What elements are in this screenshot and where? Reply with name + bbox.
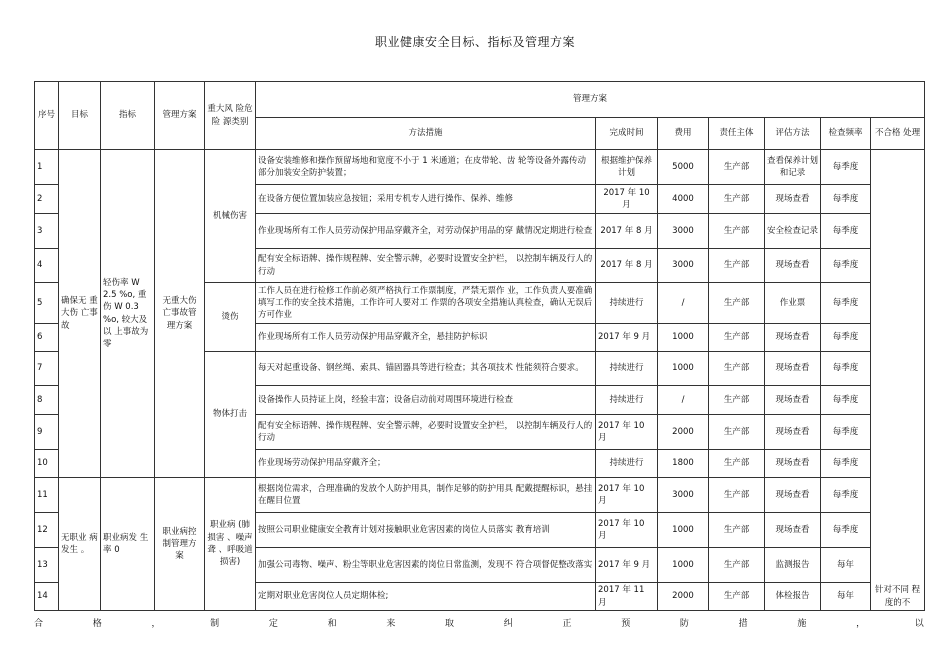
- completion-cell: 2017 年 10 月: [596, 478, 658, 513]
- row-seq: 14: [35, 583, 59, 611]
- row-seq: 5: [35, 283, 59, 324]
- cost-cell: 4000: [658, 185, 709, 214]
- header-responsible: 责任主体: [709, 118, 765, 150]
- hazard-cell: 物体打击: [205, 352, 256, 478]
- freq-cell: 每季度: [821, 478, 871, 513]
- completion-cell: 持续进行: [596, 386, 658, 415]
- cost-cell: 1800: [658, 450, 709, 478]
- indicator-cell: 职业病发 生率 0: [101, 478, 155, 611]
- target-cell: 无职业 病发生 。: [59, 478, 101, 611]
- footer-token: 措: [738, 619, 748, 629]
- footer-token: 预: [621, 619, 631, 629]
- measure-cell: 设备安装维修和操作预留场地和宽度不小于 1 米通道；在皮带轮、齿 轮等设备外露传动部分加装安全防护装置；: [256, 150, 596, 185]
- owner-cell: 生产部: [709, 450, 765, 478]
- eval-cell: 现场查看: [765, 352, 821, 386]
- completion-cell: 2017 年 10 月: [596, 185, 658, 214]
- scheme-cell: 无重大伤 亡事故管 理方案: [155, 150, 205, 478]
- eval-cell: 查看保养计划和记录: [765, 150, 821, 185]
- page-title: 职业健康安全目标、指标及管理方案: [374, 35, 575, 49]
- cost-cell: 3000: [658, 249, 709, 283]
- header-plan-group: 管理方案: [256, 82, 925, 118]
- footer-token: 正: [562, 619, 572, 629]
- measure-cell: 作业现场所有工作人员劳动保护用品穿戴齐全，悬挂防护标识: [256, 324, 596, 352]
- freq-cell: 每季度: [821, 450, 871, 478]
- cost-cell: 1000: [658, 513, 709, 548]
- owner-cell: 生产部: [709, 478, 765, 513]
- footer-token: 定: [268, 619, 278, 629]
- owner-cell: 生产部: [709, 249, 765, 283]
- owner-cell: 生产部: [709, 583, 765, 611]
- completion-cell: 根据维护保养计划: [596, 150, 658, 185]
- owner-cell: 生产部: [709, 548, 765, 583]
- cost-cell: /: [658, 283, 709, 324]
- freq-cell: 每季度: [821, 214, 871, 249]
- measure-cell: 加强公司毒物、噪声、粉尘等职业危害因素的岗位日常监测，发现不 符合项督促整改落实: [256, 548, 596, 583]
- owner-cell: 生产部: [709, 386, 765, 415]
- hazard-cell: 烫伤: [205, 283, 256, 352]
- owner-cell: 生产部: [709, 185, 765, 214]
- measure-cell: 作业现场所有工作人员劳动保护用品穿戴齐全，对劳动保护用品的穿 戴情况定期进行检查: [256, 214, 596, 249]
- row-seq: 7: [35, 352, 59, 386]
- footer-token: 制: [210, 619, 220, 629]
- hazard-cell: 机械伤害: [205, 150, 256, 283]
- nonconform-cell: [871, 150, 925, 611]
- eval-cell: 现场查看: [765, 185, 821, 214]
- cost-cell: 2000: [658, 415, 709, 450]
- eval-cell: 安全检查记录: [765, 214, 821, 249]
- row-seq: 8: [35, 386, 59, 415]
- nonconform-text: 针对不同 程度的不: [874, 585, 921, 608]
- eval-cell: 现场查看: [765, 513, 821, 548]
- measure-cell: 在设备方便位置加装应急按钮；采用专机专人进行操作、保养、维修: [256, 185, 596, 214]
- cost-cell: /: [658, 386, 709, 415]
- owner-cell: 生产部: [709, 352, 765, 386]
- freq-cell: 每季度: [821, 386, 871, 415]
- target-cell: 确保无 重大伤 亡事故: [59, 150, 101, 478]
- measure-cell: 配有安全标语牌、操作规程牌、安全警示牌，必要时设置安全护栏， 以控制车辆及行人的行动: [256, 415, 596, 450]
- footer-token: 以: [914, 619, 924, 629]
- cost-cell: 3000: [658, 214, 709, 249]
- measure-cell: 作业现场劳动保护用品穿戴齐全；: [256, 450, 596, 478]
- owner-cell: 生产部: [709, 150, 765, 185]
- row-seq: 9: [35, 415, 59, 450]
- indicator-cell: 轻伤率 W 2.5 %o, 重伤 W 0.3 %o, 较大及以 上事故为 零: [101, 150, 155, 478]
- completion-cell: 2017 年 8 月: [596, 214, 658, 249]
- row-seq: 13: [35, 548, 59, 583]
- eval-cell: 现场查看: [765, 386, 821, 415]
- table-row: [35, 478, 925, 513]
- row-seq: 6: [35, 324, 59, 352]
- footer-token: 取: [445, 619, 455, 629]
- completion-cell: 2017 年 11 月: [596, 583, 658, 611]
- completion-cell: 2017 年 8 月: [596, 249, 658, 283]
- freq-cell: 每季度: [821, 324, 871, 352]
- header-evaluation: 评估方法: [765, 118, 821, 150]
- row-seq: 10: [35, 450, 59, 478]
- header-scheme: 管理方案: [155, 82, 205, 150]
- completion-cell: 2017 年 9 月: [596, 324, 658, 352]
- owner-cell: 生产部: [709, 214, 765, 249]
- header-nonconform: 不合格 处理: [871, 118, 925, 150]
- freq-cell: 每季度: [821, 150, 871, 185]
- cost-cell: 5000: [658, 150, 709, 185]
- header-seq: 序号: [35, 82, 59, 150]
- owner-cell: 生产部: [709, 513, 765, 548]
- freq-cell: 每季度: [821, 513, 871, 548]
- eval-cell: 现场查看: [765, 324, 821, 352]
- header-indicator: 指标: [101, 82, 155, 150]
- hazard-cell: 职业病 (肺损害 、噪声聋 、呼吸道 损害): [205, 478, 256, 611]
- completion-cell: 2017 年 10 月: [596, 513, 658, 548]
- footer-token: 纠: [503, 619, 513, 629]
- header-target: 目标: [59, 82, 101, 150]
- footer-token: 施: [797, 619, 807, 629]
- freq-cell: 每季度: [821, 415, 871, 450]
- measure-cell: 定期对职业危害岗位人员定期体检;: [256, 583, 596, 611]
- row-seq: 12: [35, 513, 59, 548]
- completion-cell: 持续进行: [596, 450, 658, 478]
- freq-cell: 每季度: [821, 283, 871, 324]
- cost-cell: 2000: [658, 583, 709, 611]
- cost-cell: 3000: [658, 478, 709, 513]
- eval-cell: 监测报告: [765, 548, 821, 583]
- measure-cell: 按照公司职业健康安全教育计划对接触职业危害因素的岗位人员落实 教育培训: [256, 513, 596, 548]
- completion-cell: 2017 年 10 月: [596, 415, 658, 450]
- eval-cell: 现场查看: [765, 415, 821, 450]
- row-seq: 11: [35, 478, 59, 513]
- freq-cell: 每季度: [821, 185, 871, 214]
- footer-token: 格: [92, 619, 102, 629]
- measure-cell: 工作人员在进行检修工作前必须严格执行工作票制度，严禁无票作 业，工作负责人要准确填写工作的安全技术措施，工作许可人要对工 作票的各项安全措施认真检查，确认无误后方可作业: [256, 283, 596, 324]
- owner-cell: 生产部: [709, 415, 765, 450]
- owner-cell: 生产部: [709, 324, 765, 352]
- completion-cell: 持续进行: [596, 352, 658, 386]
- scheme-cell: 职业病控 制管理方 案: [155, 478, 205, 611]
- freq-cell: 每年: [821, 583, 871, 611]
- freq-cell: 每年: [821, 548, 871, 583]
- table-row: [35, 150, 925, 185]
- footer-token: 合: [34, 619, 44, 629]
- measure-cell: 根据岗位需求，合理准确的发放个人防护用具，制作足够的防护用具 配戴提醒标识，悬挂在醒目位置: [256, 478, 596, 513]
- measure-cell: 配有安全标语牌、操作规程牌、安全警示牌，必要时设置安全护栏， 以控制车辆及行人的行动: [256, 249, 596, 283]
- freq-cell: 每季度: [821, 352, 871, 386]
- management-plan-table: [34, 81, 925, 611]
- footer-token: 防: [679, 619, 689, 629]
- measure-cell: 设备操作人员持证上岗，经验丰富；设备启动前对周围环境进行检查: [256, 386, 596, 415]
- eval-cell: 现场查看: [765, 450, 821, 478]
- owner-cell: 生产部: [709, 283, 765, 324]
- cost-cell: 1000: [658, 352, 709, 386]
- header-hazard: 重大风 险危险 源类别: [205, 82, 256, 150]
- row-seq: 1: [35, 150, 59, 185]
- footer-token: ，: [151, 619, 161, 629]
- eval-cell: 体检报告: [765, 583, 821, 611]
- cost-cell: 1000: [658, 548, 709, 583]
- header-measures: 方法措施: [256, 118, 596, 150]
- footer-token: 来: [386, 619, 396, 629]
- footer-text-line: [34, 616, 924, 629]
- row-seq: 4: [35, 249, 59, 283]
- freq-cell: 每季度: [821, 249, 871, 283]
- header-frequency: 检查频率: [821, 118, 871, 150]
- row-seq: 2: [35, 185, 59, 214]
- completion-cell: 持续进行: [596, 283, 658, 324]
- header-cost: 费用: [658, 118, 709, 150]
- eval-cell: 现场查看: [765, 249, 821, 283]
- cost-cell: 1000: [658, 324, 709, 352]
- measure-cell: 每天对起重设备、钢丝绳、索具、锚固器具等进行检查；其各项技术 性能须符合要求。: [256, 352, 596, 386]
- eval-cell: 现场查看: [765, 478, 821, 513]
- header-completion: 完成时间: [596, 118, 658, 150]
- completion-cell: 2017 年 9 月: [596, 548, 658, 583]
- eval-cell: 作业票: [765, 283, 821, 324]
- footer-token: ，: [856, 619, 866, 629]
- row-seq: 3: [35, 214, 59, 249]
- footer-token: 和: [327, 619, 337, 629]
